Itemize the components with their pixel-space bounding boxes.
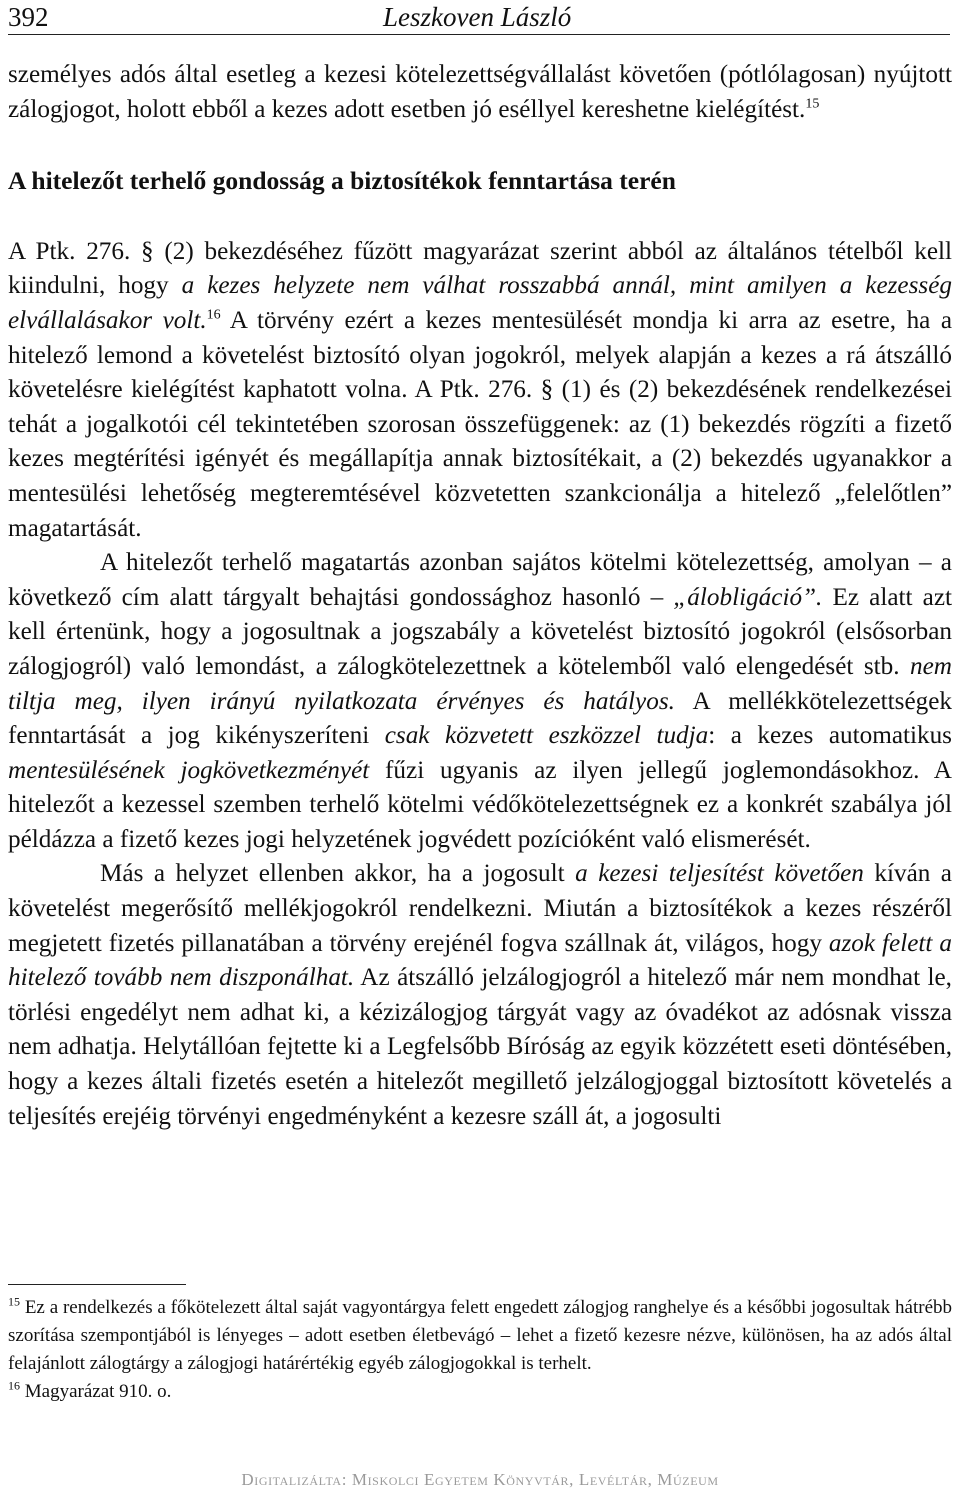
section-heading: A hitelezőt terhelő gondosság a biztosítékok fenntartása terén xyxy=(8,166,676,196)
paragraph-3: A hitelezőt terhelő magatartás azonban sajátos kötelmi kötelezettség, amolyan – a következő cím alatt tárgyalt behajtási gondossághoz hasonló – „álobligáció”. Ez alatt azt kell értenünk, hogy a jogosultnak a jogszabály a követelést biztosító jogokról (elsősorban zálogjogról) való lemondást, a zálogkötelezettnek a kötelemből való elengedését stb. nem tiltja meg, ilyen irányú nyilatkozata érvényes és hatályos. A mellékkötelezettségek fenntartását a jog kikényszeríteni csak közvetett eszközzel tudja: a kezes automatikus mentesülésének jogkövetkezményét fűzi ugyanis az ilyen jellegű joglemondásokhoz. A hitelezőt a kezessel szemben terhelő kötelmi védőkötelezettségnek ez a konkrét szabálya jól példázza a fizető kezes jogi helyzetének jogvédett pozícióként való elismerését. xyxy=(8,549,952,853)
page-number: 392 xyxy=(8,2,49,32)
paragraph-2: A Ptk. 276. § (2) bekezdéséhez fűzött magyarázat szerint abból az általános tételből kell kiindulni, hogy a kezes helyzete nem válhat rosszabbá annál, mint amilyen a kezesség elvállalásakor volt.$^{16}$ A törvény ezért a kezes mentesülését mondja ki arra az esetre, ha a hitelező lemond a követelést biztosító olyan jogokról, melyek alapján a kezes a rá átszálló követelésre kielégítést kaphatott volna. A Ptk. 276. § (1) és (2) bekezdésének rendelkezései tehát a jogalkotói cél tekintetében szorosan összefüggenek: az (1) bekezdés rögzíti a fizető kezes megtérítési igényét és megállapítja annak biztosítékait, a (2) bekezdés ugyanakkor a mentesülési lehetőség megteremtésével közvetetten szankcionálja a hitelező „felelőtlen” magatartását. xyxy=(8,237,952,542)
paragraph-1: személyes adós által esetleg a kezesi kötelezettségvállalást követően (pótlólagosan) nyújtott zálogjogot, holott ebből a kezes adott esetben jó eséllyel kereshetne kielégítést.$^{15}$ xyxy=(8,61,952,123)
running-head-author: Leszkoven László xyxy=(383,2,572,32)
footnote-number: 15 xyxy=(8,1294,20,1309)
footnote-16 xyxy=(8,1378,952,1406)
body-text xyxy=(8,58,952,1134)
footnote-ref-15[interactable]: 15 xyxy=(805,96,820,112)
footnotes xyxy=(8,1294,952,1406)
footnote-ref-16[interactable]: 16 xyxy=(206,307,221,323)
footnote-number: 16 xyxy=(8,1378,20,1393)
digitization-footer: Digitalizálta: Miskolci Egyetem Könyvtár, Levéltár, Múzeum xyxy=(241,1470,719,1489)
footnote-15 xyxy=(8,1294,952,1378)
footnote-separator xyxy=(8,1284,186,1285)
paragraph-4: Más a helyzet ellenben akkor, ha a jogosult a kezesi teljesítést követően kíván a követelést megerősítő mellékjogokról rendelkezni. Miután a biztosítékok a kezes részéről megjetett fizetés pillanatában a törvény erejénél fogva szállnak át, világos, hogy azok felett a hitelező tovább nem diszponálhat. Az átszálló jelzálogjogról a hitelező már nem mondhat le, törlési engedélyt nem adhat ki, a kézizálogjog tárgyát vagy az óvadékot az adósnak vissza nem adhatja. Helytállóan fejtette ki a Legfelsőbb Bíróság az egyik közzétett eseti döntésében, hogy a kezes általi fizetés esetén a hitelezőt megillető jelzálogjoggal biztosított követelés a teljesítés erejéig törvényi engedményként a kezesre száll át, a jogosulti xyxy=(8,860,952,1130)
footnote-text: Magyarázat 910. o. xyxy=(24,1381,172,1402)
footnote-text: Ez a rendelkezés a főkötelezett által saját vagyontárgya felett engedett zálogjog ranghelye és a későbbi jogosultak hátrébb szorítása szempontjából is lényeges – adott esetben életbevágó – lehet a fizető kezesre nézve, különösen, ha az adós által felajánlott zálogtárgy a zálogjogi határértékig egyéb zálogjogokkal is terhelt. xyxy=(8,1297,953,1374)
page-header xyxy=(8,0,950,35)
